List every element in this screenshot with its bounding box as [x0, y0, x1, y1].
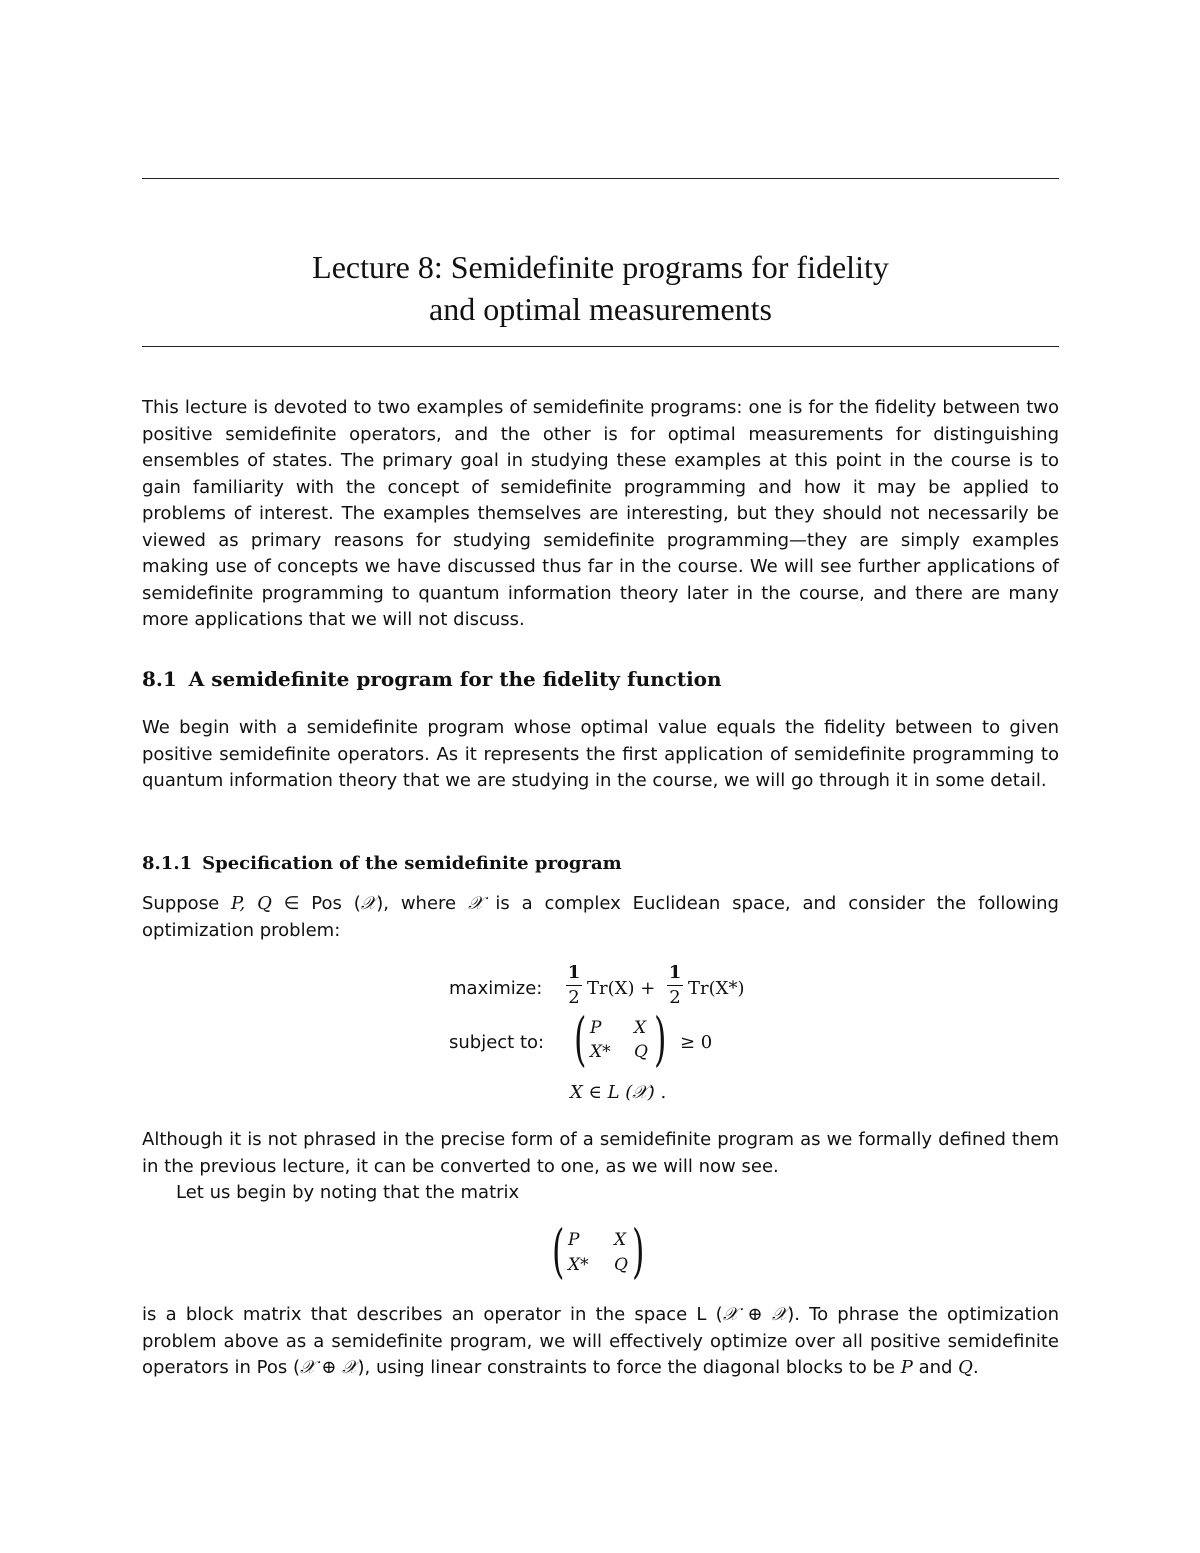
fraction-numerator: 1	[567, 962, 581, 983]
title-line-1: Lecture 8: Semidefinite programs for fidelity	[312, 249, 889, 285]
fraction-half-2	[667, 962, 683, 1009]
right-paren: )	[654, 1005, 667, 1073]
suppose-text-4: is a complex Euclidean space, and consider the following optimization problem:	[142, 893, 1059, 941]
fraction-half-1	[566, 962, 582, 1009]
maximize-label: maximize:	[449, 978, 543, 999]
optimization-problem	[380, 962, 820, 1112]
suppose-math-pq: P, Q	[231, 893, 272, 914]
title-line-2: and optimal measurements	[428, 291, 772, 327]
matrix-cell-p: P	[590, 1018, 602, 1038]
matrix-cell-q: Q	[614, 1255, 628, 1275]
subsection-title: Specification of the semidefinite program	[202, 853, 622, 874]
objective-term-2: Tr(X*)	[688, 978, 745, 999]
matrix-cell-xstar: X*	[590, 1042, 611, 1062]
left-paren: (	[574, 1005, 587, 1073]
suppose-text-3: ), where	[376, 893, 468, 914]
block-text-2: ). To phrase the optimization problem above as a semidefinite program, we will effectively optimize over all positive semidefinite operators in Pos (	[142, 1304, 1059, 1378]
display-block-matrix	[552, 1217, 652, 1288]
suppose-math-space-2: 𝒳	[467, 893, 484, 914]
membership-constraint: X ∈ L (𝒳) .	[570, 1082, 667, 1103]
matrix-cell-xstar: X*	[568, 1255, 589, 1275]
right-paren: )	[632, 1217, 645, 1285]
objective-term-1: Tr(X) +	[587, 978, 656, 999]
matrix-cell-q: Q	[634, 1042, 648, 1062]
suppose-paragraph	[142, 891, 1059, 944]
fraction-denominator: 2	[568, 987, 580, 1008]
block-text-5: .	[972, 1357, 979, 1378]
fraction-denominator: 2	[669, 987, 681, 1008]
block-math-q: Q	[958, 1357, 973, 1378]
subject-to-label: subject to:	[449, 1032, 545, 1053]
title-rule-top	[142, 178, 1059, 179]
lecture-title	[142, 246, 1059, 330]
left-paren: (	[552, 1217, 565, 1285]
subsection-number: 8.1.1	[142, 853, 193, 874]
although-paragraph: Although it is not phrased in the precise form of a semidefinite program as we formally defined them in the previous lecture, it can be converted to one, as we will now see.	[142, 1129, 1059, 1177]
block-text-4: and	[912, 1357, 959, 1378]
intro-paragraph: This lecture is devoted to two examples of semidefinite programs: one is for the fidelity between two positive semidefinite operators, and the other is for optimal measurements for distinguishing ensembles of states. The primary goal in studying these examples at this point in the course is to gain familiarity with the concept of semidefinite programming and how it may be applied to problems of interest. The examples themselves are interesting, but they should not necessarily be viewed as primary reasons for studying semidefinite programming—they are simply examples making use of concepts we have discussed thus far in the course. We will see further applications of semidefinite programming to quantum information theory later in the course, and there are many more applications that we will not discuss.	[142, 397, 1059, 630]
suppose-math-space-1: 𝒳	[360, 893, 377, 914]
matrix-cell-x: X	[634, 1018, 647, 1038]
section-number: 8.1	[142, 667, 177, 691]
block-text-1: is a block matrix that describes an operator in the space L (	[142, 1304, 723, 1325]
block-math-1: 𝒳 ⊕ 𝒳	[722, 1304, 788, 1325]
section-heading	[142, 664, 1059, 694]
fraction-numerator: 1	[668, 962, 682, 983]
matrix-cell-p: P	[568, 1230, 580, 1250]
letus-paragraph: Let us begin by noting that the matrix	[176, 1182, 520, 1203]
psd-constraint: ≥ 0	[680, 1032, 713, 1053]
subsection-heading	[142, 850, 1059, 878]
section-title: A semidefinite program for the fidelity function	[188, 667, 722, 691]
block-math-p: P	[900, 1357, 913, 1378]
section-paragraph: We begin with a semidefinite program whose optimal value equals the fidelity between to given positive semidefinite operators. As it represents the first application of semidefinite programming to quantum information theory that we are studying in the course, we will go through it in some detail.	[142, 717, 1059, 791]
block-math-2: 𝒳 ⊕ 𝒳	[300, 1357, 358, 1378]
matrix-cell-x: X	[614, 1230, 627, 1250]
block-matrix-constraint	[574, 1005, 674, 1076]
title-rule-bottom	[142, 346, 1059, 347]
block-matrix-paragraph	[142, 1302, 1059, 1382]
suppose-text-1: Suppose	[142, 893, 232, 914]
block-text-3: ), using linear constraints to force the diagonal blocks to be	[357, 1357, 901, 1378]
suppose-text-2: ∈ Pos (	[271, 893, 361, 914]
